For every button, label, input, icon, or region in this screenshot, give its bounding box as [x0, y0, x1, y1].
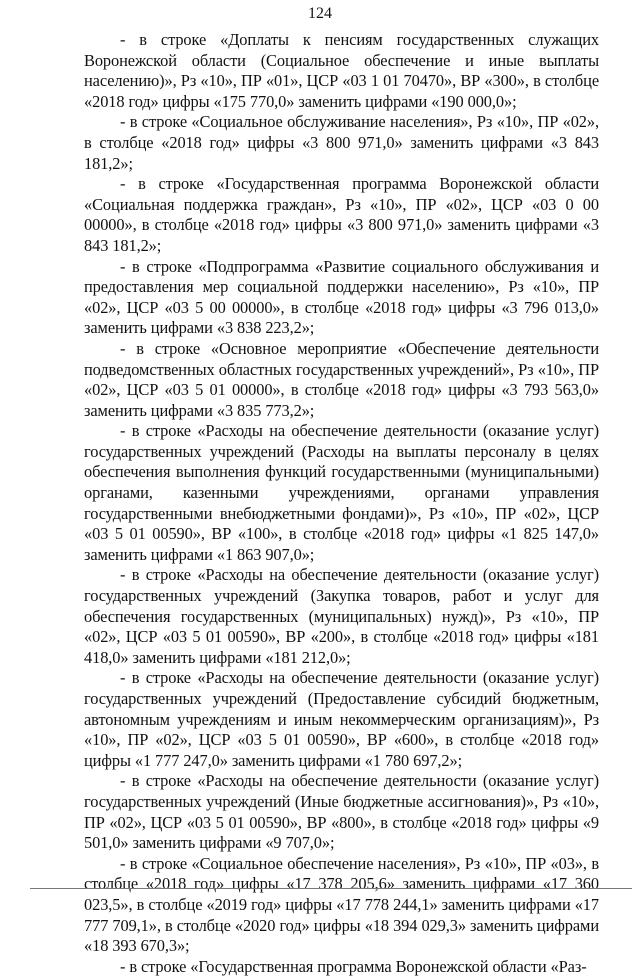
- paragraph: - в строке «Расходы на обеспечение деятельности (оказание услуг) государственных учреждений (Предоставление субсидий бюджетным, автономным учреждениям и иным некоммерческим организациям)», Рз «10», ПР «02», ЦСР «03 5 01 00590», ВР «600», в столбце «2018 год» цифры «1 777 247,0» заменить цифрами «1 780 697,2»;: [84, 668, 599, 770]
- paragraph: - в строке «Государственная программа Воронежской области «Социальная поддержка граждан», Рз «10», ПР «02», ЦСР «03 0 00 00000», в столбце «2018 год» цифры «3 800 971,0» заменить цифрами «3 843 181,2»;: [84, 174, 599, 255]
- bottom-divider: [30, 888, 632, 889]
- paragraph: - в строке «Расходы на обеспечение деятельности (оказание услуг) государственных учреждений (Закупка товаров, работ и услуг для обеспечения государственных (муниципальных) нужд)», Рз «10», ПР «02», ЦСР «03 5 01 00590», ВР «200», в столбце «2018 год» цифры «181 418,0» заменить цифрами «181 212,0»;: [84, 565, 599, 667]
- paragraph: - в строке «Расходы на обеспечение деятельности (оказание услуг) государственных учреждений (Иные бюджетные ассигнования)», Рз «10», ПР «02», ЦСР «03 5 01 00590», ВР «800», в столбце «2018 год» цифры «9 501,0» заменить цифрами «9 707,0»;: [84, 771, 599, 853]
- paragraph: - в строке «Основное мероприятие «Обеспечение деятельности подведомственных областных государственных учреждений», Рз «10», ПР «02», ЦСР «03 5 01 00000», в столбце «2018 год» цифры «3 793 563,0» заменить цифрами «3 835 773,2»;: [84, 338, 599, 420]
- paragraph: - в строке «Социальное обслуживание населения», Рз «10», ПР «02», в столбце «2018 год» цифры «3 800 971,0» заменить цифрами «3 843 181,2»;: [84, 112, 599, 173]
- paragraph: - в строке «Государственная программа Воронежской области «Раз-: [120, 956, 587, 976]
- paragraph: - в строке «Социальное обеспечение населения», Рз «10», ПР «03», в столбце «2018 год» цифры «17 378 205,6» заменить цифрами «17 360 023,5», в столбце «2019 год» цифры «17 778 244,1» заменить цифрами «17 777 709,1», в столбце «2020 год» цифры «18 394 029,3» заменить цифрами «18 393 670,3»;: [84, 853, 599, 956]
- amendments-text: [84, 30, 599, 977]
- paragraph: - в строке «Расходы на обеспечение деятельности (оказание услуг) государственных учреждений (Расходы на выплаты персоналу в целях обеспечения выполнения функций государственными (муниципальными) органами, казенными учреждениями, органами управления государственными внебюджетными фондами)», Рз «10», ПР «02», ЦСР «03 5 01 00590», ВР «100», в столбце «2018 год» цифры «1 825 147,0» заменить цифрами «1 863 907,0»;: [84, 421, 599, 564]
- paragraph: - в строке «Доплаты к пенсиям государственных служащих Воронежской области (Социальное обеспечение и иные выплаты населению)», Рз «10», ПР «01», ЦСР «03 1 01 70470», ВР «300», в столбце «2018 год» цифры «175 770,0» заменить цифрами «190 000,0»;: [84, 30, 599, 111]
- page-number: 124: [308, 5, 332, 22]
- paragraph: - в строке «Подпрограмма «Развитие социального обслуживания и предоставления мер социальной поддержки населению», Рз «10», ПР «02», ЦСР «03 5 00 00000», в столбце «2018 год» цифры «3 796 013,0» заменить цифрами «3 838 223,2»;: [84, 256, 599, 338]
